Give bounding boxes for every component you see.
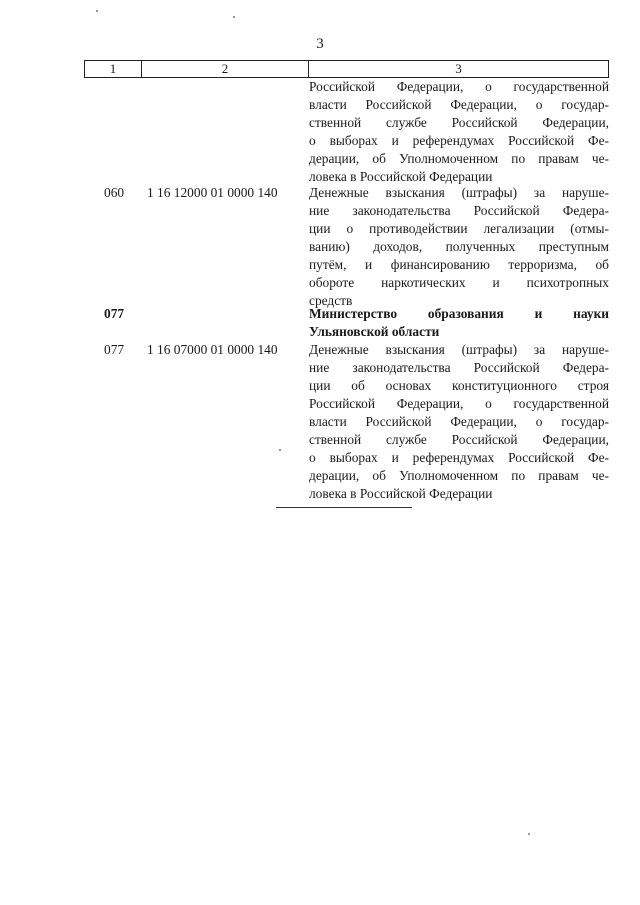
scan-speck bbox=[233, 16, 235, 18]
description-line: Денежные взыскания (штрафы) за наруше- bbox=[309, 185, 609, 200]
description-line: обороте наркотических и психотропных bbox=[309, 275, 609, 290]
admin-code: 077 bbox=[104, 306, 125, 321]
description-line: о выборах и референдумах Российской Фе- bbox=[309, 450, 609, 465]
admin-code: 060 bbox=[104, 185, 125, 200]
column-header-1: 1 bbox=[85, 61, 142, 77]
column-header-3: 3 bbox=[455, 61, 462, 76]
ministry-heading bbox=[309, 305, 609, 341]
scan-speck bbox=[279, 449, 281, 451]
description-line: ние законодательства Российской Федера- bbox=[309, 360, 609, 375]
description-line: ванию) доходов, полученных преступным bbox=[309, 239, 609, 254]
scan-speck bbox=[528, 833, 530, 835]
admin-code: 077 bbox=[104, 342, 125, 357]
budget-classification-code: 1 16 12000 01 0000 140 bbox=[147, 185, 278, 200]
description-line: Российской Федерации, о государственной bbox=[309, 396, 609, 411]
description-line: дерации, об Уполномоченном по правам че- bbox=[309, 468, 609, 483]
description-line: ственной службе Российской Федерации, bbox=[309, 115, 609, 130]
description-line: ловека в Российской Федерации bbox=[309, 169, 493, 184]
description-line: ние законодательства Российской Федера- bbox=[309, 203, 609, 218]
description-line: средств bbox=[309, 293, 353, 308]
row-description bbox=[309, 78, 609, 186]
description-line: Ульяновской области bbox=[309, 324, 440, 339]
row-description bbox=[309, 341, 609, 503]
table-header bbox=[84, 60, 609, 78]
description-line: дерации, об Уполномоченном по правам че- bbox=[309, 151, 609, 166]
description-line: Российской Федерации, о государственной bbox=[309, 79, 609, 94]
description-line: ственной службе Российской Федерации, bbox=[309, 432, 609, 447]
description-line: Министерство образования и науки bbox=[309, 306, 609, 321]
end-of-document-rule bbox=[276, 507, 412, 508]
description-line: о выборах и референдумах Российской Фе- bbox=[309, 133, 609, 148]
row-description bbox=[309, 184, 609, 310]
budget-classification-code: 1 16 07000 01 0000 140 bbox=[147, 342, 278, 357]
description-line: ции об основах конституционного строя bbox=[309, 378, 609, 393]
scan-speck bbox=[96, 10, 98, 12]
description-line: Денежные взыскания (штрафы) за наруше- bbox=[309, 342, 609, 357]
description-line: ции о противодействии легализации (отмы- bbox=[309, 221, 609, 236]
description-line: ловека в Российской Федерации bbox=[309, 486, 493, 501]
description-line: власти Российской Федерации, о государ- bbox=[309, 414, 609, 429]
page-number: 3 bbox=[316, 36, 324, 52]
description-line: путём, и финансированию терроризма, об bbox=[309, 257, 609, 272]
description-line: власти Российской Федерации, о государ- bbox=[309, 97, 609, 112]
column-header-2: 2 bbox=[142, 61, 309, 77]
